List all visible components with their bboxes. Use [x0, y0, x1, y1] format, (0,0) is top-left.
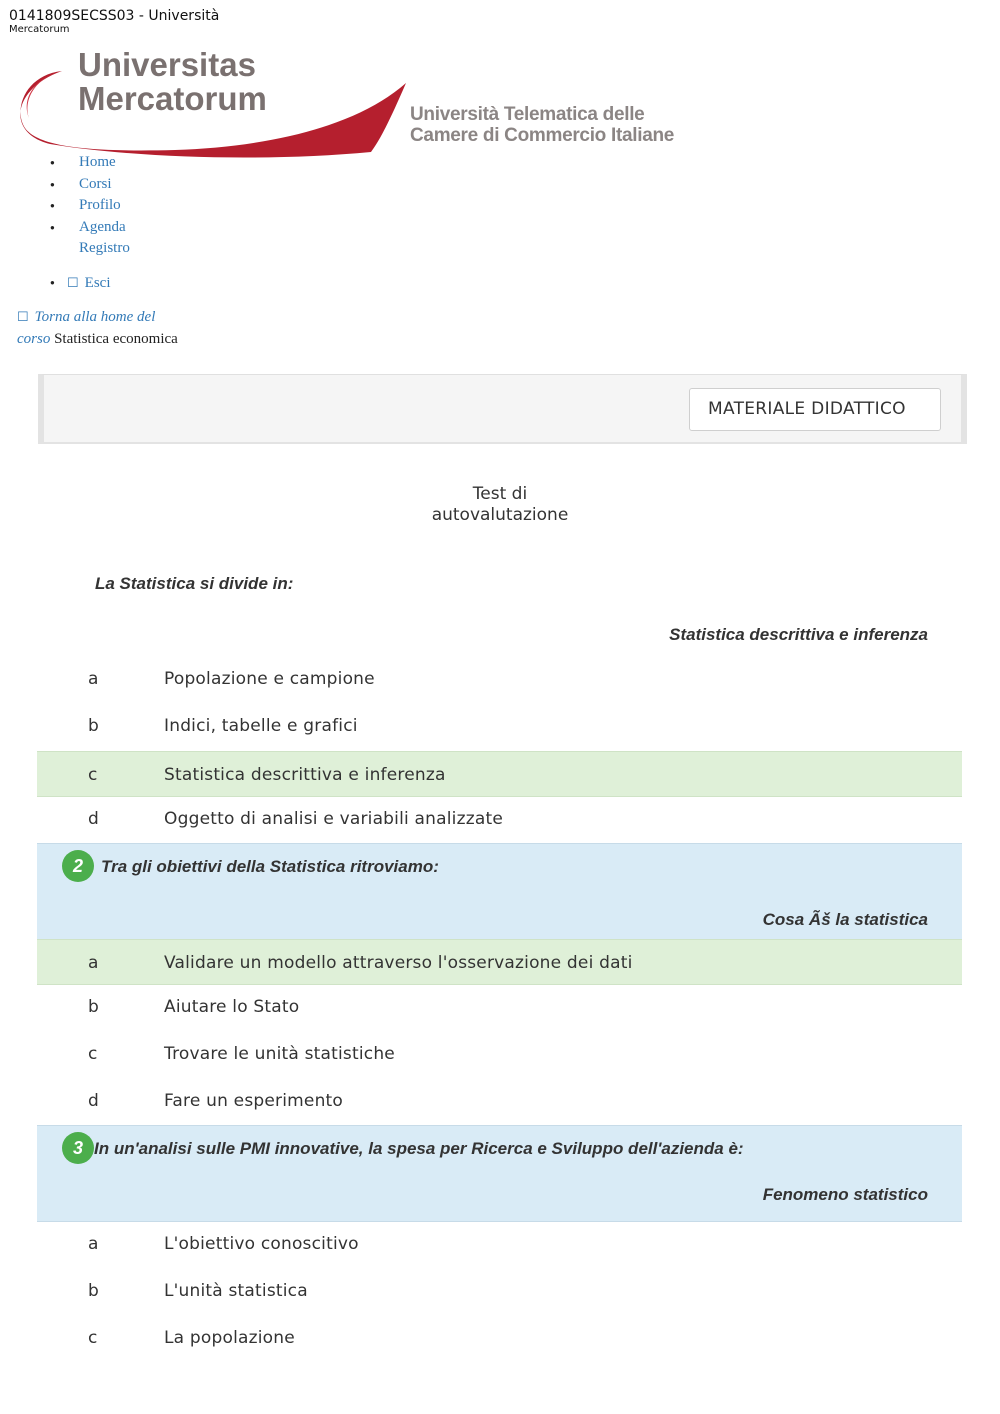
document-header	[9, 8, 220, 35]
option-row[interactable]	[37, 984, 962, 1030]
nav-item-profilo[interactable]	[50, 195, 130, 217]
university-logo[interactable]	[15, 48, 695, 158]
question-text: La Statistica si divide in:	[95, 574, 294, 593]
option-row-correct[interactable]	[37, 939, 962, 985]
option-letter: a	[88, 953, 99, 973]
option-text: Validare un modello attraverso l'osservazione dei dati	[164, 953, 633, 973]
main-nav	[50, 152, 130, 294]
question-text: Tra gli obiettivi della Statistica ritroviamo:	[101, 857, 439, 876]
option-letter: a	[88, 669, 99, 689]
option-row[interactable]	[37, 796, 962, 842]
nav-item-home[interactable]	[50, 152, 130, 174]
logout-link[interactable]: Esci	[84, 274, 111, 291]
option-text: Indici, tabelle e grafici	[164, 716, 358, 736]
option-row[interactable]	[37, 1221, 962, 1267]
question-number-badge: 3	[62, 1132, 94, 1164]
option-row-correct[interactable]	[37, 751, 962, 797]
materials-button[interactable]: MATERIALE DIDATTICO	[689, 388, 941, 431]
nav-link-registro[interactable]: Registro	[79, 240, 130, 257]
question-text: In un'analisi sulle PMI innovative, la spesa per Ricerca e Sviluppo dell'azienda è:	[94, 1139, 744, 1158]
logo-tagline-line2: Camere di Commercio Italiane	[410, 125, 675, 146]
option-letter: b	[88, 1281, 99, 1301]
option-text: Fare un esperimento	[164, 1091, 344, 1111]
option-row[interactable]	[37, 1315, 962, 1361]
back-to-course	[17, 306, 207, 350]
course-name: Statistica economica	[54, 330, 178, 347]
question-1	[37, 560, 962, 660]
option-text: L'unità statistica	[164, 1281, 308, 1301]
option-letter: c	[88, 1044, 98, 1064]
nav-item-agenda[interactable]	[50, 217, 130, 239]
document-header-text: 0141809SECSS03 - Università	[9, 8, 220, 24]
back-link-line1[interactable]: Torna alla home del	[34, 309, 156, 325]
option-letter: c	[88, 765, 98, 785]
option-letter: d	[88, 1091, 99, 1111]
logo-tagline	[410, 104, 674, 146]
question-2	[37, 843, 962, 940]
question-answer: Statistica descrittiva e inferenza	[669, 625, 928, 644]
page-title-line1: Test di	[472, 484, 528, 504]
option-letter: c	[88, 1328, 98, 1348]
nav-link-corsi[interactable]: Corsi	[79, 175, 112, 192]
question-3	[37, 1125, 962, 1222]
toolbar-panel	[38, 374, 967, 444]
option-letter: b	[88, 716, 99, 736]
nav-link-agenda[interactable]: Agenda	[79, 218, 126, 235]
option-text: Popolazione e campione	[164, 669, 375, 689]
option-letter: d	[88, 809, 99, 829]
option-text: Oggetto di analisi e variabili analizzate	[164, 809, 503, 829]
logo-tagline-line1: Università Telematica delle	[410, 104, 645, 125]
document-header-overflow: Mercatorum	[9, 24, 70, 35]
logo-name-line2: Mercatorum	[78, 80, 267, 117]
nav-item-corsi[interactable]	[50, 174, 130, 196]
question-answer: Fenomeno statistico	[762, 1185, 928, 1204]
option-letter: b	[88, 997, 99, 1017]
question-answer: Cosa Ãš la statistica	[762, 910, 928, 929]
option-row[interactable]	[37, 1078, 962, 1124]
option-row[interactable]	[37, 703, 962, 749]
logo-name-line1: Universitas	[78, 46, 256, 83]
nav-link-profilo[interactable]: Profilo	[79, 197, 121, 214]
nav-link-home[interactable]: Home	[79, 154, 116, 170]
option-text: La popolazione	[164, 1328, 295, 1348]
page-title	[400, 484, 600, 526]
option-row[interactable]	[37, 656, 962, 702]
square-icon: ☐	[67, 274, 79, 290]
square-icon: ☐	[17, 309, 29, 324]
back-link-line2[interactable]: corso	[17, 330, 51, 347]
question-number-badge: 2	[62, 850, 94, 882]
nav-item-logout[interactable]	[50, 272, 130, 294]
nav-item-registro[interactable]	[50, 238, 130, 260]
logo-wordmark	[78, 48, 267, 116]
option-text: Trovare le unità statistiche	[164, 1044, 395, 1064]
option-text: Statistica descrittiva e inferenza	[164, 765, 446, 785]
option-row[interactable]	[37, 1031, 962, 1077]
option-text: L'obiettivo conoscitivo	[164, 1234, 359, 1254]
page-title-line2: autovalutazione	[431, 505, 569, 525]
option-row[interactable]	[37, 1268, 962, 1314]
option-letter: a	[88, 1234, 99, 1254]
option-text: Aiutare lo Stato	[164, 997, 300, 1017]
